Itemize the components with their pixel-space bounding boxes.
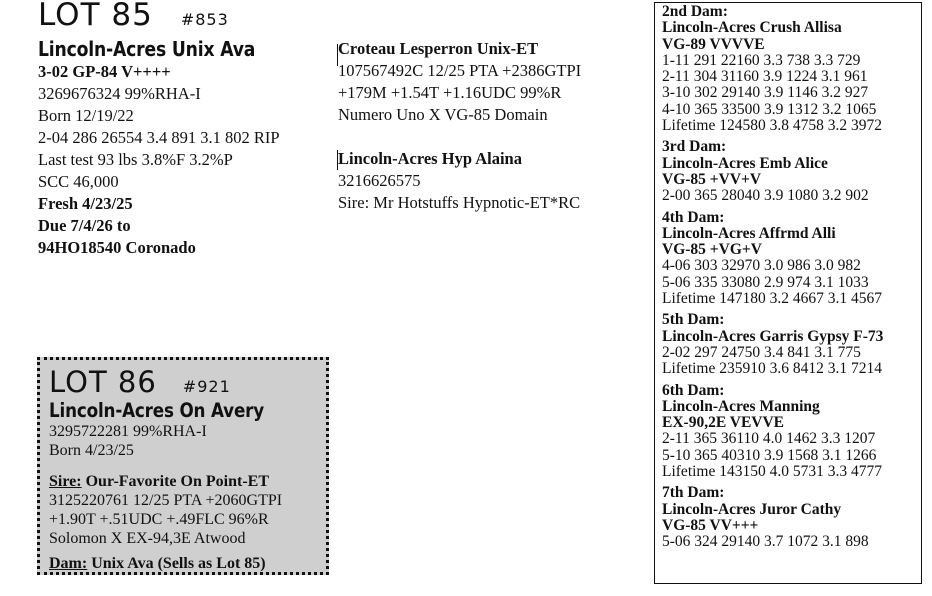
lot-85-service-sire: 94HO18540 Coronado [38,238,196,257]
pedigree-dam-name: Lincoln-Acres Juror Cathy [662,500,842,518]
pedigree-dam-class: VG-85 VV+++ [662,516,759,534]
lot-85-id: 3269676324 99%RHA-I [38,84,201,103]
sire-line-2: +179M +1.54T +1.16UDC 99%R [338,83,562,102]
sire-line-1: 107567492C 12/25 PTA +2386GTPI [338,61,582,80]
pedigree-dam-record: 3-10 302 29140 3.9 1146 3.2 927 [662,84,869,102]
lot-86-sire-line-3: Solomon X EX-94,3E Atwood [49,530,246,547]
lot-86-box [37,357,329,575]
pedigree-dam-label: 5th Dam: [662,311,725,329]
lot-86-tag: #921 [182,377,231,396]
pedigree-dam-label: 3rd Dam: [662,138,727,156]
pedigree-dam-record: 1-11 291 22160 3.3 738 3.3 729 [662,51,861,69]
lot-86-header [49,365,326,399]
lot-86-sire-label: Sire: [49,473,82,490]
pedigree-dam-name: Lincoln-Acres Emb Alice [662,154,828,172]
lot-86-dam [49,554,326,573]
lot-85-fresh: Fresh 4/23/25 [38,194,133,213]
dam-sire: Sire: Mr Hotstuffs Hypnotic-ET*RC [338,193,581,212]
lot-85-last-test: Last test 93 lbs 3.8%F 3.2%P [38,150,233,169]
pedigree-dam-record: 2-00 365 28040 3.9 1080 3.2 902 [662,187,869,205]
pedigree-dam-label: 4th Dam: [662,208,725,226]
lot-85-number: LOT 85 [38,0,153,33]
dam-section [338,148,638,214]
pedigree-dam-record: 2-11 304 31160 3.9 1224 3.1 961 [662,68,868,86]
dam-id: 3216626575 [338,171,421,190]
pedigree-dam-entry [662,383,921,481]
lot-85-classification: 3-02 GP-84 V++++ [38,62,171,81]
sire-line-3: Numero Uno X VG-85 Domain [338,105,548,124]
lot-85-born: Born 12/19/22 [38,106,134,125]
pedigree-dam-name: Lincoln-Acres Manning [662,397,820,415]
pedigree-dam-record: Lifetime 147180 3.2 4667 3.1 4567 [662,290,882,308]
pedigree-dam-name: Lincoln-Acres Affrmd Alli [662,224,836,242]
pedigree-dam-name: Lincoln-Acres Crush Allisa [662,19,842,37]
pedigree-dam-label: 7th Dam: [662,484,725,502]
lot-86-sire-name: Our-Favorite On Point-ET [81,473,269,490]
lot-86-name: Lincoln-Acres On Avery [49,399,265,422]
pedigree-dam-record: Lifetime 124580 3.8 4758 3.2 3972 [662,117,882,135]
pedigree-dam-entry [662,210,921,308]
pedigree-dam-label: 2nd Dam: [662,3,728,20]
pedigree-dam-record: Lifetime 235910 3.6 8412 3.1 7214 [662,360,882,378]
lot-86-born: Born 4/23/25 [49,442,134,459]
pedigree-dam-record: 2-11 365 36110 4.0 1462 3.3 1207 [662,430,876,448]
pedigree-dam-record: 5-10 365 40310 3.9 1568 3.1 1266 [662,446,877,464]
lot-86-sire-line-1: 3125220761 12/25 PTA +2060GTPI [49,492,283,509]
lot-85-record: 2-04 286 26554 3.4 891 3.1 802 RIP [38,128,280,147]
pedigree-dam-label: 6th Dam: [662,381,725,399]
lot-86-id: 3295722281 99%RHA-I [49,423,207,440]
pedigree-dam-entry [662,312,921,377]
pedigree-dam-record: 4-10 365 33500 3.9 1312 3.2 1065 [662,100,877,118]
lot-85-tag: #853 [180,10,229,29]
pedigree-dam-name: Lincoln-Acres Garris Gypsy F-73 [662,327,884,345]
pedigree-dam-entry [662,4,921,134]
lot-86-number: LOT 86 [49,365,157,399]
sire-section [338,38,638,126]
lot-85-block [38,0,338,259]
pedigree-box [654,2,922,584]
pedigree-dam-class: VG-85 +VG+V [662,241,762,259]
lot-86-dam-label: Dam: [49,555,88,572]
dam-name: Lincoln-Acres Hyp Alaina [338,149,522,168]
pedigree-dam-record: 4-06 303 32970 3.0 986 3.0 982 [662,257,861,275]
lot-86-dam-text: Unix Ava (Sells as Lot 85) [87,555,266,572]
lot-85-name: Lincoln-Acres Unix Ava [38,37,256,61]
pedigree-dam-record: 5-06 335 33080 2.9 974 3.1 1033 [662,273,869,291]
lot-86-sire [49,472,326,491]
pedigree-dam-record: 5-06 324 29140 3.7 1072 3.1 898 [662,533,869,551]
pedigree-dam-class: VG-89 VVVVE [662,35,765,53]
pedigree-dam-entry [662,139,921,204]
lot-85-scc: SCC 46,000 [38,172,119,191]
pedigree-dam-class: VG-85 +VV+V [662,170,762,188]
pedigree-dam-class: EX-90,2E VEVVE [662,414,785,432]
pedigree-dam-entry [662,485,921,550]
sire-name: Croteau Lesperron Unix-ET [338,39,539,58]
lot-85-header [38,0,338,31]
parents-block [338,38,638,214]
lot-86-sire-line-2: +1.90T +.51UDC +.49FLC 96%R [49,511,269,528]
pedigree-dam-record: 2-02 297 24750 3.4 841 3.1 775 [662,343,861,361]
pedigree-dam-record: Lifetime 143150 4.0 5731 3.3 4777 [662,463,882,481]
lot-85-due: Due 7/4/26 to [38,216,131,235]
